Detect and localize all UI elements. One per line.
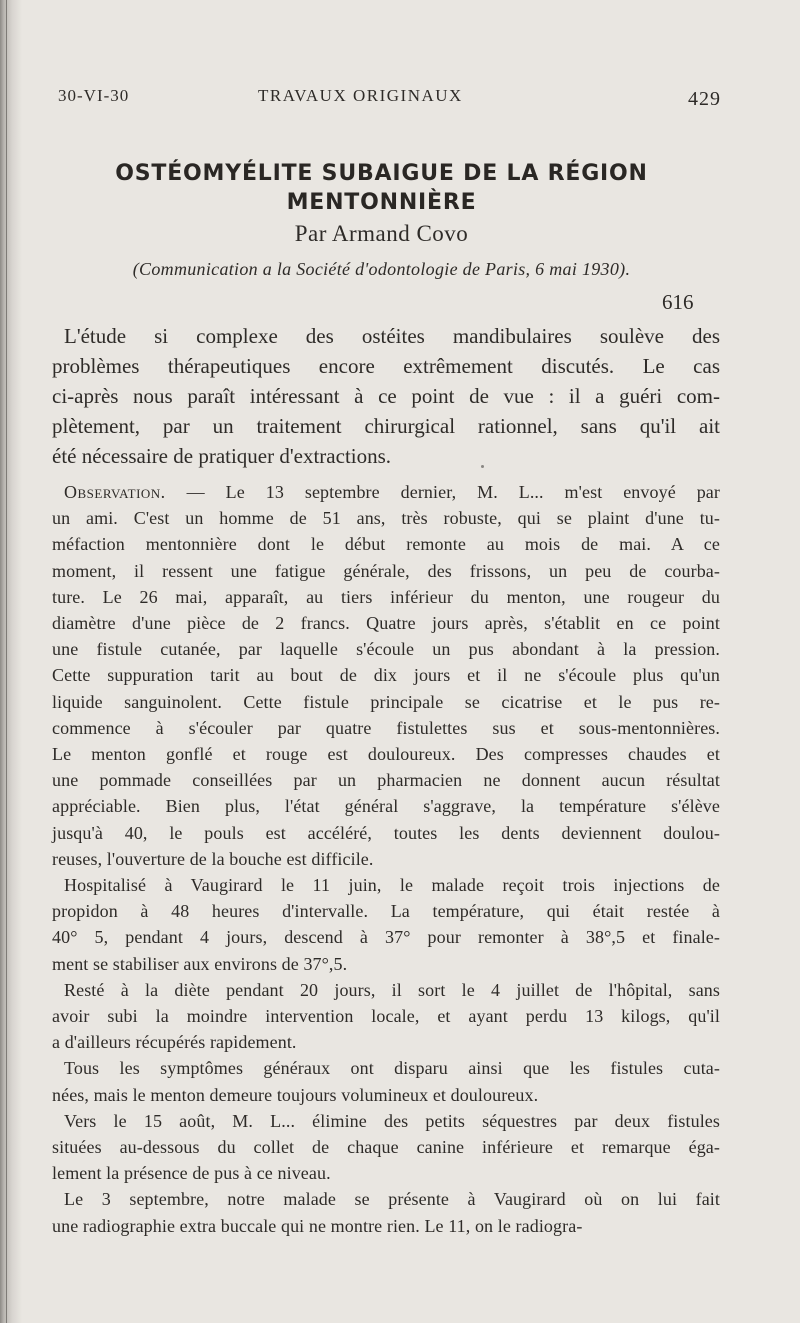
running-header — [0, 86, 800, 110]
body-line: Resté à la diète pendant 20 jours, il sort le 4 juillet de l'hôpital, sans — [64, 979, 720, 1000]
body-line: a d'ailleurs récupérés rapidement. — [52, 1032, 297, 1053]
body-line: Cette suppuration tarit au bout de dix jours et il ne s'écoule plus qu'un — [52, 665, 720, 686]
article-title-line-2: MENTONNIÈRE — [286, 190, 477, 215]
section-separator-dot — [481, 465, 484, 468]
body-line: commence à s'écouler par quatre fistulettes sus et sous-mentonnières. — [52, 717, 720, 738]
body-line: appréciable. Bien plus, l'état général s'aggrave, la température s'élève — [52, 796, 720, 817]
article-title-line-1: OSTÉOMYÉLITE SUBAIGUE DE LA RÉGION — [115, 161, 648, 186]
body-line: propidon à 48 heures d'intervalle. La température, qui était restée à — [52, 901, 720, 922]
body-line: un ami. C'est un homme de 51 ans, très robuste, qui se plaint d'une tu- — [52, 508, 720, 529]
article-title — [60, 159, 703, 217]
body-line: Tous les symptômes généraux ont disparu ainsi que les fistules cuta- — [64, 1058, 720, 1079]
page-number: 429 — [688, 88, 721, 110]
article-body — [52, 479, 720, 1239]
body-line: Vers le 15 août, M. L... élimine des petits séquestres par deux fistules — [64, 1110, 720, 1131]
classification-code: 616 — [662, 290, 694, 314]
body-line: Le menton gonflé et rouge est douloureux. Des compresses chaudes et — [52, 744, 720, 765]
communication-note: (Communication a la Société d'odontologie de Paris, 6 mai 1930). — [132, 259, 631, 279]
body-line: Observation. — Le 13 septembre dernier, M. L... m'est envoyé par — [64, 482, 720, 502]
body-line: méfaction mentonnière dont le début remonte au mois de mai. A ce — [52, 534, 720, 555]
body-line: Hospitalisé à Vaugirard le 11 juin, le malade reçoit trois injections de — [64, 875, 720, 896]
section-title: TRAVAUX ORIGINAUX — [258, 86, 463, 105]
body-line: une pommade conseillées par un pharmacien ne donnent aucun résultat — [52, 770, 720, 791]
body-line: nées, mais le menton demeure toujours volumineux et douloureux. — [52, 1084, 539, 1105]
intro-paragraph — [52, 321, 720, 471]
diet-paragraph — [52, 977, 720, 1056]
body-line: une fistule cutanée, par laquelle s'écoule un pus abondant à la pression. — [52, 639, 720, 660]
observation-paragraph — [52, 479, 720, 872]
symptoms-paragraph — [52, 1055, 720, 1107]
hospitalisation-paragraph — [52, 872, 720, 977]
body-line: situées au-dessous du collet de chaque canine inférieure et remarque éga- — [52, 1137, 720, 1158]
intro-line: ci-après nous paraît intéressant à ce point de vue : il a guéri com- — [52, 384, 720, 408]
body-line: moment, il ressent une fatigue générale, des frissons, un peu de courba- — [52, 560, 720, 581]
intro-line: plètement, par un traitement chirurgical rationnel, sans qu'il ait — [52, 414, 720, 438]
observation-label: Observation. — [64, 482, 166, 502]
issue-date: 30-VI-30 — [58, 86, 130, 105]
body-line: une radiographie extra buccale qui ne montre rien. Le 11, on le radiogra- — [52, 1215, 583, 1236]
radiography-paragraph — [52, 1186, 720, 1238]
body-line: 40° 5, pendant 4 jours, descend à 37° pour remonter à 38°,5 et finale- — [52, 927, 720, 948]
body-line: ture. Le 26 mai, apparaît, au tiers inférieur du menton, une rougeur du — [52, 586, 720, 607]
body-line: liquide sanguinolent. Cette fistule principale se cicatrise et le pus re- — [52, 691, 720, 712]
body-line: Le 3 septembre, notre malade se présente à Vaugirard où on lui fait — [64, 1189, 720, 1210]
body-line: reuses, l'ouverture de la bouche est difficile. — [52, 848, 374, 869]
body-line: ment se stabiliser aux environs de 37°,5. — [52, 953, 348, 974]
article-author: Par Armand Covo — [294, 221, 469, 246]
scan-binding-edge — [0, 0, 22, 1323]
sequestra-paragraph — [52, 1108, 720, 1187]
intro-line: été nécessaire de pratiquer d'extractions. — [52, 444, 392, 468]
body-line: diamètre d'une pièce de 2 francs. Quatre jours après, s'établit en ce point — [52, 613, 720, 634]
body-line: lement la présence de pus à ce niveau. — [52, 1163, 331, 1184]
body-line: jusqu'à 40, le pouls est accéléré, toutes les dents deviennent doulou- — [52, 822, 720, 843]
intro-line: problèmes thérapeutiques encore extrêmement discutés. Le cas — [52, 354, 720, 378]
body-line: avoir subi la moindre intervention locale, et ayant perdu 13 kilogs, qu'il — [52, 1006, 720, 1027]
intro-line: L'étude si complexe des ostéites mandibulaires soulève des — [64, 324, 720, 348]
